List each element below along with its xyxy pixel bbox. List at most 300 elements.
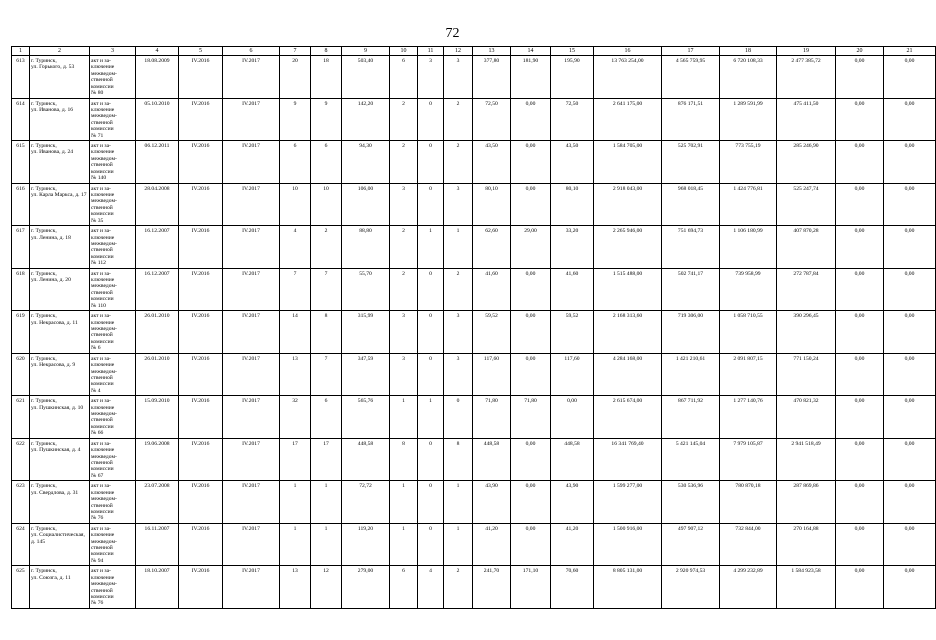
address-cell-line: г. Туринск, — [31, 100, 57, 107]
resettled-area-cell: 41,60 — [473, 268, 511, 311]
rooms-private-cell: 0 — [418, 353, 444, 396]
address-cell-line: ул. Пушкинская, д. 4 — [31, 447, 81, 454]
total-cost-cell: 16 341 769,40 — [594, 438, 662, 481]
area-private-cell: 171,10 — [511, 566, 551, 609]
fund-cost-cell: 502 741,17 — [662, 268, 720, 311]
planned-demolition-date-cell: IV.2017 — [223, 56, 280, 99]
rooms-private-cell: 4 — [418, 566, 444, 609]
rooms-municipal-cell: 0 — [444, 396, 473, 439]
extra-cost-cell: 0,00 — [836, 353, 884, 396]
extra-cost-cell: 0,00 — [836, 183, 884, 226]
planned-resettlement-date-cell: IV.2016 — [179, 311, 223, 354]
residents-count-cell: 9 — [280, 98, 311, 141]
page-number: 72 — [445, 26, 460, 41]
planned-resettlement-date-cell: IV.2016 — [179, 226, 223, 269]
total-cost-cell: 4 284 168,00 — [594, 353, 662, 396]
document-cell — [90, 353, 136, 396]
residents-count-cell: 13 — [280, 566, 311, 609]
document-date-cell: 26.01.2010 — [136, 353, 179, 396]
region-cost-cell: 773 755,19 — [720, 141, 777, 184]
address-cell-line: ул. Иванова, д. 24 — [31, 149, 74, 156]
address-cell-line: г. Туринск, — [31, 228, 57, 235]
region-cost-cell: 1 106 180,99 — [720, 226, 777, 269]
area-private-cell: 0,00 — [511, 523, 551, 566]
column-number-header: 17 — [662, 47, 720, 56]
extra-cost-cell: 0,00 — [836, 523, 884, 566]
rooms-total-cell: 2 — [390, 98, 418, 141]
column-number-header: 15 — [551, 47, 594, 56]
document-cell — [90, 311, 136, 354]
document-cell-line: межведом- — [91, 155, 117, 162]
row-number-cell: 617 — [12, 226, 30, 269]
column-number-header: 6 — [223, 47, 280, 56]
extra-cost-cell: 0,00 — [836, 311, 884, 354]
document-cell — [90, 56, 136, 99]
document-cell-line: № 6 — [91, 345, 101, 352]
rooms-private-cell: 0 — [418, 141, 444, 184]
local-cost-cell: 475 411,50 — [777, 98, 836, 141]
address-cell-line: ул. Свердлова, д. 31 — [31, 489, 79, 496]
document-cell-line: ственной — [91, 119, 113, 126]
resettled-area-cell: 448,58 — [473, 438, 511, 481]
rooms-municipal-cell: 3 — [444, 56, 473, 99]
rooms-private-cell: 0 — [418, 438, 444, 481]
rooms-municipal-cell: 1 — [444, 523, 473, 566]
total-cost-cell: 1 515 488,00 — [594, 268, 662, 311]
document-date-cell: 23.07.2008 — [136, 481, 179, 524]
document-cell-line: ственной — [91, 374, 113, 381]
planned-demolition-date-cell: IV.2017 — [223, 268, 280, 311]
document-cell-line: № 76 — [91, 515, 104, 522]
document-date-cell: 28.04.2008 — [136, 183, 179, 226]
planned-demolition-date-cell: IV.2017 — [223, 566, 280, 609]
residents-count-cell: 7 — [280, 268, 311, 311]
column-number-header: 21 — [884, 47, 936, 56]
area-cell: 94,30 — [342, 141, 390, 184]
document-cell-line: ключение — [91, 362, 115, 369]
resettled-area-cell: 43,90 — [473, 481, 511, 524]
rooms-municipal-cell: 3 — [444, 311, 473, 354]
area-cell: 503,40 — [342, 56, 390, 99]
document-cell — [90, 566, 136, 609]
document-cell-line: комиссии — [91, 551, 114, 558]
other-cost-cell: 0,00 — [884, 183, 936, 226]
column-number-header: 7 — [280, 47, 311, 56]
planned-resettlement-date-cell: IV.2016 — [179, 268, 223, 311]
rooms-total-cell: 2 — [390, 141, 418, 184]
area-municipal-cell: 43,50 — [551, 141, 594, 184]
address-cell-line: г. Туринск, — [31, 355, 57, 362]
column-number-header: 4 — [136, 47, 179, 56]
area-municipal-cell: 33,20 — [551, 226, 594, 269]
row-number-cell: 613 — [12, 56, 30, 99]
row-number-cell: 625 — [12, 566, 30, 609]
document-cell-line: ключение — [91, 277, 115, 284]
document-cell-line: акт и за- — [91, 398, 111, 405]
document-cell-line: комиссии — [91, 126, 114, 133]
rooms-total-cell: 1 — [390, 481, 418, 524]
area-cell: 55,70 — [342, 268, 390, 311]
table-row — [12, 183, 936, 226]
residents-count-cell: 6 — [280, 141, 311, 184]
other-cost-cell: 0,00 — [884, 56, 936, 99]
column-number-header: 12 — [444, 47, 473, 56]
document-cell-line: межведом- — [91, 198, 117, 205]
document-cell-line: ключение — [91, 64, 115, 71]
document-cell-line: комиссии — [91, 381, 114, 388]
area-private-cell: 0,00 — [511, 438, 551, 481]
document-cell-line: межведом- — [91, 283, 117, 290]
document-date-cell: 16.11.2007 — [136, 523, 179, 566]
area-cell: 88,80 — [342, 226, 390, 269]
extra-cost-cell: 0,00 — [836, 56, 884, 99]
document-cell-line: акт и за- — [91, 58, 111, 64]
document-cell-line: межведом- — [91, 496, 117, 503]
extra-cost-cell: 0,00 — [836, 98, 884, 141]
resettled-count-cell: 18 — [311, 56, 342, 99]
local-cost-cell: 390 296,45 — [777, 311, 836, 354]
rooms-private-cell: 1 — [418, 396, 444, 439]
area-private-cell: 0,00 — [511, 183, 551, 226]
rooms-municipal-cell: 1 — [444, 481, 473, 524]
resettled-count-cell: 7 — [311, 353, 342, 396]
document-cell-line: № 80 — [91, 90, 104, 97]
document-cell-line: межведом- — [91, 326, 117, 332]
address-cell-line: ул. Иванова, д. 16 — [31, 106, 74, 113]
document-cell-line: межведом- — [91, 240, 117, 247]
area-private-cell: 0,00 — [511, 98, 551, 141]
document-cell-line: межведом- — [91, 538, 117, 545]
rooms-municipal-cell: 1 — [444, 226, 473, 269]
address-cell-line: ул. Горького, д. 53 — [31, 64, 75, 71]
document-cell-line: № 76 — [91, 600, 104, 607]
extra-cost-cell: 0,00 — [836, 226, 884, 269]
document-cell-line: ственной — [91, 332, 113, 339]
residents-count-cell: 1 — [280, 523, 311, 566]
extra-cost-cell: 0,00 — [836, 141, 884, 184]
other-cost-cell: 0,00 — [884, 268, 936, 311]
column-number-row — [12, 47, 936, 56]
area-cell: 106,00 — [342, 183, 390, 226]
area-cell: 565,76 — [342, 396, 390, 439]
column-number-header: 13 — [473, 47, 511, 56]
total-cost-cell: 1 599 277,00 — [594, 481, 662, 524]
document-cell-line: акт и за- — [91, 355, 111, 362]
document-cell-line: акт и за- — [91, 228, 111, 235]
planned-demolition-date-cell: IV.2017 — [223, 98, 280, 141]
area-cell: 448,58 — [342, 438, 390, 481]
document-cell-line: № 66 — [91, 430, 104, 437]
rooms-private-cell: 3 — [418, 56, 444, 99]
local-cost-cell: 1 584 923,58 — [777, 566, 836, 609]
table-row — [12, 396, 936, 439]
row-number-cell: 619 — [12, 311, 30, 354]
resettled-count-cell: 6 — [311, 396, 342, 439]
total-cost-cell: 1 500 916,00 — [594, 523, 662, 566]
document-cell — [90, 481, 136, 524]
document-cell-line: № 67 — [91, 472, 104, 479]
resettled-area-cell: 117,60 — [473, 353, 511, 396]
column-number-header: 11 — [418, 47, 444, 56]
row-number-cell: 614 — [12, 98, 30, 141]
area-municipal-cell: 117,60 — [551, 353, 594, 396]
address-cell-line: ул. Ленина, д. 18 — [31, 234, 71, 241]
document-cell-line: межведом- — [91, 453, 117, 460]
document-cell — [90, 141, 136, 184]
document-cell-line: ственной — [91, 460, 113, 466]
area-private-cell: 0,00 — [511, 353, 551, 396]
fund-cost-cell: 1 421 210,61 — [662, 353, 720, 396]
document-cell-line: ключение — [91, 106, 115, 113]
area-private-cell: 0,00 — [511, 481, 551, 524]
document-cell-line: ственной — [91, 417, 113, 424]
local-cost-cell: 2 941 518,49 — [777, 438, 836, 481]
residents-count-cell: 13 — [280, 353, 311, 396]
residents-count-cell: 32 — [280, 396, 311, 439]
address-cell-line: г. Туринск, — [31, 58, 57, 64]
document-cell-line: № 140 — [91, 175, 107, 182]
resettled-count-cell: 6 — [311, 141, 342, 184]
table-row — [12, 566, 936, 609]
resettled-count-cell: 12 — [311, 566, 342, 609]
column-number-header: 18 — [720, 47, 777, 56]
column-number-header: 10 — [390, 47, 418, 56]
extra-cost-cell: 0,00 — [836, 438, 884, 481]
area-cell: 347,59 — [342, 353, 390, 396]
planned-resettlement-date-cell: IV.2016 — [179, 566, 223, 609]
resettled-area-cell: 377,80 — [473, 56, 511, 99]
document-cell-line: акт и за- — [91, 525, 111, 532]
column-number-header: 1 — [12, 47, 30, 56]
rooms-municipal-cell: 2 — [444, 268, 473, 311]
rooms-municipal-cell: 2 — [444, 98, 473, 141]
region-cost-cell: 1 424 776,81 — [720, 183, 777, 226]
address-cell-line: г. Туринск, — [31, 440, 57, 447]
residents-count-cell: 10 — [280, 183, 311, 226]
document-cell — [90, 98, 136, 141]
document-cell — [90, 396, 136, 439]
document-date-cell: 19.06.2008 — [136, 438, 179, 481]
document-cell-line: межведом- — [91, 581, 117, 588]
address-cell — [30, 226, 90, 269]
planned-resettlement-date-cell: IV.2016 — [179, 523, 223, 566]
rooms-private-cell: 0 — [418, 523, 444, 566]
extra-cost-cell: 0,00 — [836, 268, 884, 311]
planned-resettlement-date-cell: IV.2016 — [179, 98, 223, 141]
area-municipal-cell: 0,00 — [551, 396, 594, 439]
resettled-area-cell: 41,20 — [473, 523, 511, 566]
document-cell-line: ключение — [91, 574, 115, 581]
area-municipal-cell: 41,60 — [551, 268, 594, 311]
column-number-header: 5 — [179, 47, 223, 56]
area-cell: 119,20 — [342, 523, 390, 566]
local-cost-cell: 470 821,32 — [777, 396, 836, 439]
document-cell-line: акт и за- — [91, 483, 111, 490]
local-cost-cell: 285 246,90 — [777, 141, 836, 184]
table-row — [12, 268, 936, 311]
area-cell: 279,00 — [342, 566, 390, 609]
document-cell-line: ключение — [91, 149, 115, 156]
area-municipal-cell: 195,90 — [551, 56, 594, 99]
fund-cost-cell: 719 306,00 — [662, 311, 720, 354]
document-cell — [90, 438, 136, 481]
document-cell-line: межведом- — [91, 70, 117, 77]
area-municipal-cell: 43,90 — [551, 481, 594, 524]
address-cell — [30, 353, 90, 396]
total-cost-cell: 2 265 946,00 — [594, 226, 662, 269]
document-cell-line: ключение — [91, 319, 115, 326]
total-cost-cell: 2 168 313,60 — [594, 311, 662, 354]
document-cell-line: ственной — [91, 502, 113, 509]
table-row — [12, 353, 936, 396]
fund-cost-cell: 2 920 974,53 — [662, 566, 720, 609]
document-cell-line: межведом- — [91, 368, 117, 375]
document-cell-line: комиссии — [91, 338, 114, 345]
document-cell-line: № 4 — [91, 387, 101, 394]
document-cell-line: № 112 — [91, 260, 106, 267]
address-cell — [30, 566, 90, 609]
address-cell-line: ул. Некрасова, д. 11 — [31, 319, 78, 326]
rooms-total-cell: 2 — [390, 226, 418, 269]
address-cell — [30, 183, 90, 226]
document-cell-line: ключение — [91, 404, 115, 411]
area-private-cell: 181,90 — [511, 56, 551, 99]
region-cost-cell: 780 870,18 — [720, 481, 777, 524]
planned-resettlement-date-cell: IV.2016 — [179, 396, 223, 439]
rooms-total-cell: 3 — [390, 311, 418, 354]
local-cost-cell: 272 787,84 — [777, 268, 836, 311]
document-cell — [90, 268, 136, 311]
planned-demolition-date-cell: IV.2017 — [223, 396, 280, 439]
region-cost-cell: 732 844,00 — [720, 523, 777, 566]
rooms-municipal-cell: 2 — [444, 141, 473, 184]
column-number-header: 2 — [30, 47, 90, 56]
row-number-cell: 624 — [12, 523, 30, 566]
document-cell-line: ключение — [91, 192, 115, 198]
planned-demolition-date-cell: IV.2017 — [223, 438, 280, 481]
resettled-count-cell: 1 — [311, 481, 342, 524]
rooms-municipal-cell: 3 — [444, 353, 473, 396]
area-private-cell: 71,80 — [511, 396, 551, 439]
extra-cost-cell: 0,00 — [836, 396, 884, 439]
document-cell-line: ственной — [91, 204, 113, 211]
address-cell-line: ул. Социалистическая, — [31, 532, 85, 539]
rooms-total-cell: 6 — [390, 56, 418, 99]
address-cell — [30, 56, 90, 99]
area-private-cell: 0,00 — [511, 311, 551, 354]
residents-count-cell: 4 — [280, 226, 311, 269]
other-cost-cell: 0,00 — [884, 396, 936, 439]
rooms-private-cell: 0 — [418, 481, 444, 524]
residents-count-cell: 20 — [280, 56, 311, 99]
address-cell-line: г. Туринск, — [31, 143, 57, 150]
row-number-cell: 615 — [12, 141, 30, 184]
document-cell — [90, 226, 136, 269]
address-cell — [30, 481, 90, 524]
planned-demolition-date-cell: IV.2017 — [223, 311, 280, 354]
table-row — [12, 523, 936, 566]
document-cell-line: межведом- — [91, 113, 117, 120]
table-row — [12, 56, 936, 99]
planned-demolition-date-cell: IV.2017 — [223, 141, 280, 184]
rooms-private-cell: 0 — [418, 183, 444, 226]
document-cell-line: ственной — [91, 247, 113, 254]
address-cell-line: ул. Союзга, д. 11 — [31, 574, 71, 581]
address-cell-line: г. Туринск, — [31, 313, 57, 320]
column-number-header: 20 — [836, 47, 884, 56]
fund-cost-cell: 4 565 759,95 — [662, 56, 720, 99]
column-number-header: 8 — [311, 47, 342, 56]
document-cell-line: ключение — [91, 532, 115, 539]
document-date-cell: 16.12.2007 — [136, 226, 179, 269]
document-cell-line: комиссии — [91, 594, 114, 600]
rooms-municipal-cell: 3 — [444, 183, 473, 226]
total-cost-cell: 13 763 254,00 — [594, 56, 662, 99]
fund-cost-cell: 497 907,12 — [662, 523, 720, 566]
local-cost-cell: 2 477 385,72 — [777, 56, 836, 99]
row-number-cell: 618 — [12, 268, 30, 311]
column-number-header: 9 — [342, 47, 390, 56]
document-date-cell: 05.10.2010 — [136, 98, 179, 141]
document-cell — [90, 523, 136, 566]
address-cell-line: ул. Пушкинская, д. 10 — [31, 404, 84, 411]
rooms-private-cell: 0 — [418, 268, 444, 311]
total-cost-cell: 2 615 674,00 — [594, 396, 662, 439]
document-cell-line: акт и за- — [91, 100, 111, 107]
column-number-header: 16 — [594, 47, 662, 56]
area-cell: 72,72 — [342, 481, 390, 524]
column-number-header: 14 — [511, 47, 551, 56]
resettled-count-cell: 7 — [311, 268, 342, 311]
address-cell — [30, 268, 90, 311]
table-row — [12, 226, 936, 269]
table-row — [12, 141, 936, 184]
resettled-count-cell: 17 — [311, 438, 342, 481]
area-private-cell: 0,00 — [511, 141, 551, 184]
table-row — [12, 481, 936, 524]
rooms-total-cell: 1 — [390, 523, 418, 566]
other-cost-cell: 0,00 — [884, 481, 936, 524]
document-date-cell: 06.12.2011 — [136, 141, 179, 184]
area-cell: 315,99 — [342, 311, 390, 354]
document-cell-line: ственной — [91, 545, 113, 552]
address-cell-line: г. Туринск, — [31, 525, 57, 532]
region-cost-cell: 1 058 710,55 — [720, 311, 777, 354]
area-municipal-cell: 448,58 — [551, 438, 594, 481]
document-cell-line: межведом- — [91, 411, 117, 418]
document-cell-line: № 94 — [91, 557, 104, 564]
address-cell-line: ул. Некрасова, д. 9 — [31, 362, 76, 369]
other-cost-cell: 0,00 — [884, 98, 936, 141]
resettled-count-cell: 2 — [311, 226, 342, 269]
extra-cost-cell: 0,00 — [836, 481, 884, 524]
resettled-count-cell: 8 — [311, 311, 342, 354]
address-cell-line: г. Туринск, — [31, 483, 57, 490]
planned-demolition-date-cell: IV.2017 — [223, 481, 280, 524]
document-date-cell: 26.01.2010 — [136, 311, 179, 354]
address-cell — [30, 396, 90, 439]
rooms-private-cell: 1 — [418, 226, 444, 269]
document-cell-line: ключение — [91, 489, 115, 496]
resettled-area-cell: 71,80 — [473, 396, 511, 439]
area-municipal-cell: 70,60 — [551, 566, 594, 609]
document-cell-line: акт и за- — [91, 440, 111, 447]
area-private-cell: 29,00 — [511, 226, 551, 269]
fund-cost-cell: 525 702,91 — [662, 141, 720, 184]
column-number-header: 19 — [777, 47, 836, 56]
table-row — [12, 311, 936, 354]
document-date-cell: 15.09.2010 — [136, 396, 179, 439]
